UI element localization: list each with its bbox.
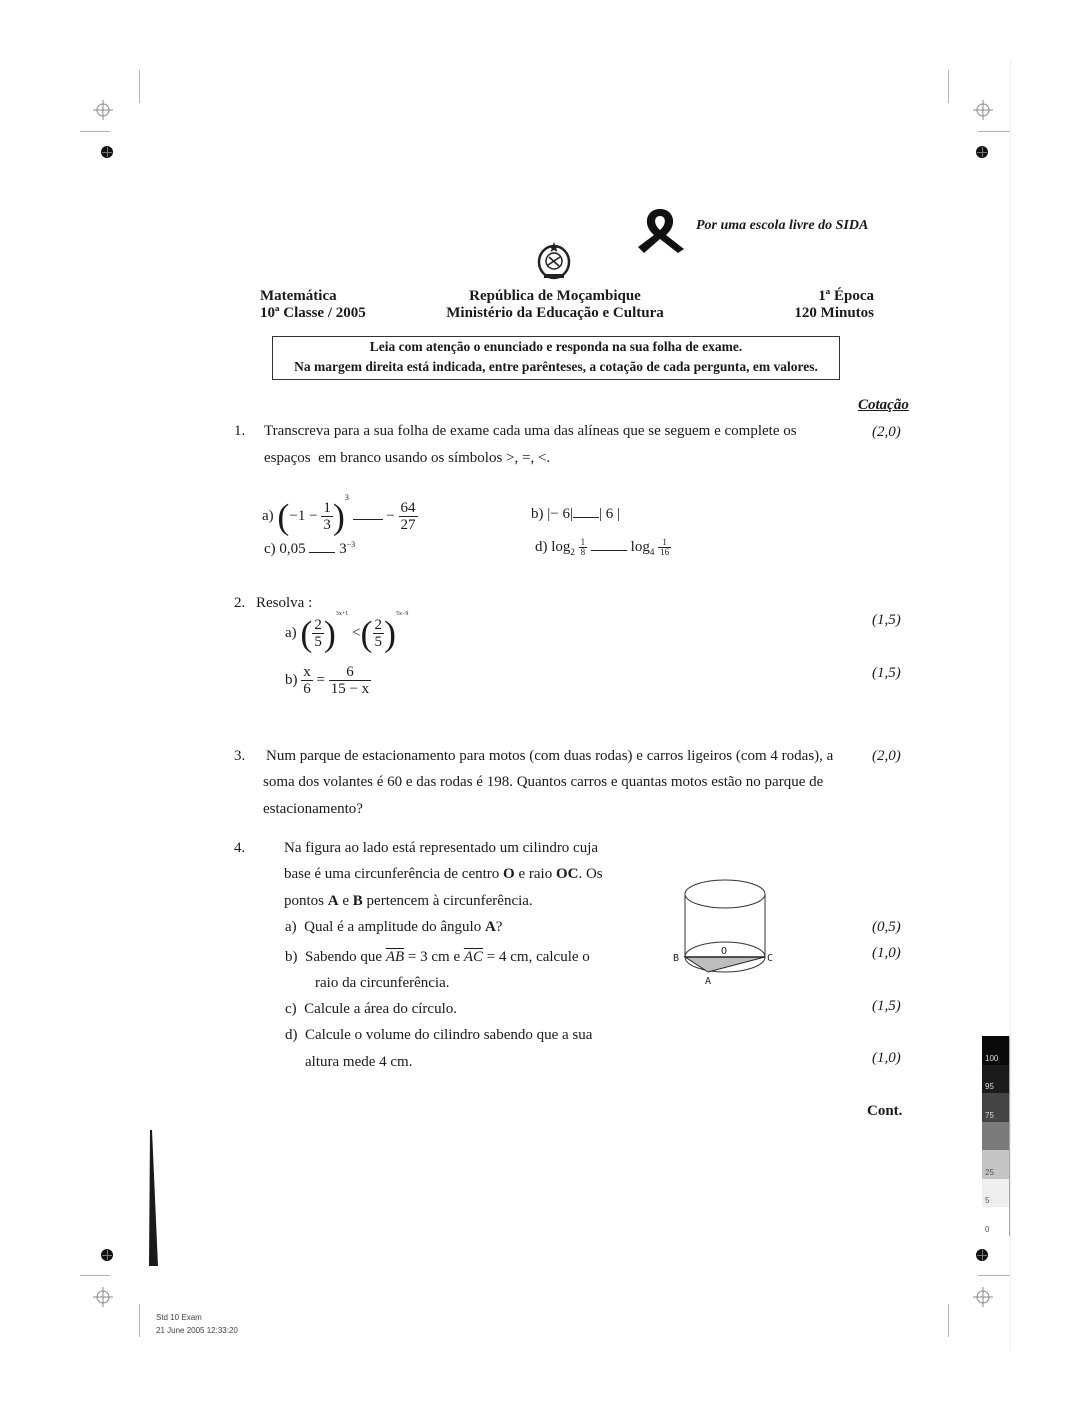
q1b-blank: [573, 505, 599, 518]
q1a-expression: a) (−1 − $\frac{1}{3}$ )$^3$ − $\frac{64}{27}$: [262, 493, 416, 537]
print-wedge-mark: [145, 1130, 165, 1270]
registration-dot-icon: [101, 1249, 113, 1261]
slogan: Por uma escola livre do SIDA: [696, 218, 869, 233]
q4d-score: (1,0): [872, 1050, 901, 1066]
cotacao-heading: Cotação: [858, 397, 909, 413]
q3-line-2: soma dos volantes é 60 e das rodas é 198. Quantos carros e quantas motos estão no parque de: [263, 774, 824, 790]
q4d-text-line-2: altura mede 4 cm.: [305, 1054, 413, 1070]
grayscale-swatch-label: 95: [985, 1082, 994, 1091]
crop-mark-top-left-h: [80, 131, 110, 132]
q1b-expression: b) |− 6| | 6 |: [531, 506, 620, 522]
instructions-line-2: Na margem direita está indicada, entre parênteses, a cotação de cada pergunta, em valores.: [294, 359, 818, 374]
crop-mark-bottom-left-h: [80, 1275, 110, 1276]
q4-line-2: base é uma circunferência de centro O e raio OC. Os: [284, 866, 603, 882]
grayscale-swatch: [982, 1093, 1010, 1122]
point-label-b: B: [673, 953, 680, 964]
grayscale-swatch: [982, 1036, 1010, 1065]
grayscale-swatch-label: 25: [985, 1167, 994, 1177]
q1d-expression: d) $\log_2$ $\frac{1}{8}$ $\log_4$ $\frac{1}{16}$: [535, 537, 670, 558]
q3-line-3: estacionamento?: [263, 801, 363, 817]
q4-line-3: pontos A e B pertencem à circunferência.: [284, 893, 533, 909]
q3-score: (2,0): [872, 748, 901, 764]
grayscale-swatch-label: 5: [985, 1196, 990, 1205]
registration-target-icon: [972, 99, 994, 121]
q1-text-line-1: Transcreva para a sua folha de exame cada uma das alíneas que se seguem e complete os: [264, 423, 797, 439]
crop-mark-top-right-h: [978, 131, 1010, 132]
q1d-blank: [591, 538, 627, 551]
q3-line-1: Num parque de estacionamento para motos (com duas rodas) e carros ligeiros (com 4 rodas), a: [266, 748, 834, 764]
q2-title: Resolva :: [256, 595, 313, 611]
q2-number: 2.: [234, 595, 246, 611]
grayscale-swatch: [982, 1065, 1010, 1094]
grayscale-swatch-label: 75: [985, 1110, 994, 1120]
grayscale-swatch-label: 100: [985, 1053, 999, 1063]
grayscale-swatch: [982, 1179, 1010, 1208]
q4-number: 4.: [234, 840, 246, 856]
point-label-c: C: [767, 953, 774, 964]
q4-line-1: Na figura ao lado está representado um cilindro cuja: [284, 840, 599, 856]
q1c-blank: [309, 540, 335, 553]
q1a-blank: [353, 507, 383, 520]
grayscale-swatch: [982, 1150, 1010, 1179]
page-edge-right: [1010, 60, 1011, 1350]
q1-score: (2,0): [872, 424, 901, 440]
q3-number: 3.: [234, 748, 246, 764]
subject-label: Matemática: [260, 288, 337, 304]
continue-label: Cont.: [867, 1103, 903, 1119]
q4b-text-line-2: raio da circunferência.: [315, 975, 450, 991]
q4c-score: (1,5): [872, 998, 901, 1014]
crop-mark-top-right: [948, 70, 949, 103]
awareness-ribbon-icon: [632, 205, 692, 255]
cylinder-top-ellipse: [685, 880, 765, 908]
registration-dot-icon: [101, 146, 113, 158]
q1-number: 1.: [234, 423, 246, 439]
point-label-a: A: [705, 976, 712, 987]
country-label: República de Moçambique: [469, 288, 641, 304]
registration-dot-icon: [976, 1249, 988, 1261]
point-label-o: O: [721, 946, 728, 957]
q4c-text: c) Calcule a área do círculo.: [285, 1001, 457, 1017]
q4a-text: a) Qual é a amplitude do ângulo A?: [285, 919, 503, 935]
q2b-expression: b) $\frac{x}{6}$ = $\frac{6}{15 - x}$: [285, 664, 370, 697]
triangle-abc: [685, 957, 765, 972]
crop-mark-bottom-right-h: [978, 1275, 1010, 1276]
crop-mark-top-left: [139, 70, 140, 103]
crop-mark-bottom-right: [948, 1304, 949, 1337]
registration-target-icon: [92, 99, 114, 121]
class-year-label: 10ª Classe / 2005: [260, 305, 366, 321]
q1a-rhs-fraction: $\frac{64}{27}$: [400, 500, 416, 534]
grayscale-swatch-label: 0: [985, 1224, 990, 1234]
print-job-name: Std 10 Exam: [156, 1313, 202, 1322]
epoch-label: 1ª Época: [818, 288, 874, 304]
q4b-score: (1,0): [872, 945, 901, 961]
q1a-label: a): [262, 508, 274, 525]
registration-target-icon: [972, 1286, 994, 1308]
q4b-text: b) Sabendo que $\overline{AB} = 3$ cm e $\overline{AC} = 4$ cm, calcule o: [285, 949, 590, 965]
crop-mark-bottom-left: [139, 1304, 140, 1337]
print-timestamp: 21 June 2005 12:33:20: [156, 1326, 238, 1335]
instructions-line-1: Leia com atenção o enunciado e responda na sua folha de exame.: [369, 339, 743, 354]
grayscale-swatch: [982, 1207, 1010, 1236]
q2a-expression: a) ( $\frac{2}{5}$ )$^{3x+1}$ <( $\frac{2}{5}$ )$^{5x-9}$: [285, 611, 409, 654]
ministry-label: Ministério da Educação e Cultura: [446, 305, 664, 321]
q2b-score: (1,5): [872, 665, 901, 681]
registration-target-icon: [92, 1286, 114, 1308]
duration-label: 120 Minutos: [794, 305, 874, 321]
instructions-box: [272, 336, 840, 380]
q1-text-line-2: espaços em branco usando os símbolos >, =, <.: [264, 450, 551, 466]
q1a-fraction: $\frac{1}{3}$: [323, 500, 331, 534]
q2a-score: (1,5): [872, 612, 901, 628]
coat-of-arms-emblem: [536, 240, 572, 282]
cylinder-figure: [665, 872, 785, 990]
q4a-score: (0,5): [872, 919, 901, 935]
registration-dot-icon: [976, 146, 988, 158]
q4d-text: d) Calcule o volume do cilindro sabendo que a sua: [285, 1027, 593, 1043]
grayscale-swatch: [982, 1122, 1010, 1151]
q1c-expression: c) 0,05 $3^{-3}$: [264, 540, 356, 557]
